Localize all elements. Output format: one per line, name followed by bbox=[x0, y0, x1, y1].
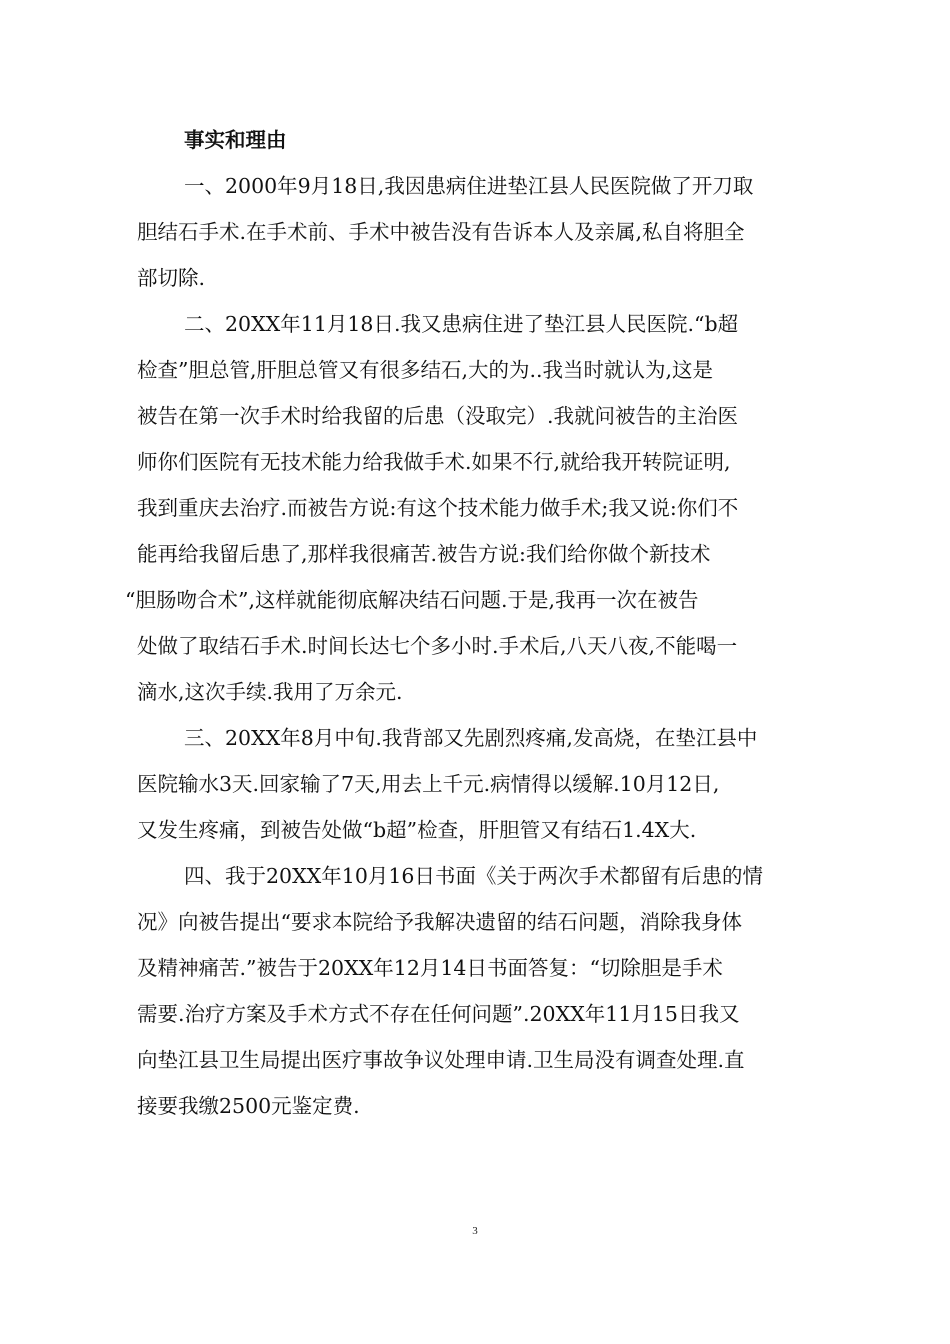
paragraph-line: 一、2000年9月18日,我因患病住进垫江县人民医院做了开刀取 bbox=[184, 174, 754, 198]
paragraph-2 bbox=[125, 301, 817, 715]
paragraph-line: 及精神痛苦.”被告于20XX年12月14日书面答复：“切除胆是手术 bbox=[137, 956, 723, 980]
paragraph-line: 滴水,这次手续.我用了万余元. bbox=[137, 680, 403, 704]
paragraph-line: 三、20XX年8月中旬.我背部又先剧烈疼痛,发高烧，在垫江县中 bbox=[184, 726, 758, 750]
paragraph-line: 我到重庆去治疗.而被告方说:有这个技术能力做手术;我又说:你们不 bbox=[137, 496, 739, 520]
paragraph-line: 能再给我留后患了,那样我很痛苦.被告方说:我们给你做个新技术 bbox=[137, 542, 711, 566]
paragraph-line: 被告在第一次手术时给我留的后患（没取完）.我就问被告的主治医 bbox=[137, 404, 739, 428]
paragraph-line: 医院输水3天.回家输了7天,用去上千元.病情得以缓解.10月12日, bbox=[137, 772, 720, 796]
paragraph-line: 处做了取结石手术.时间长达七个多小时.手术后,八天八夜,不能喝一 bbox=[137, 634, 738, 658]
paragraph-1 bbox=[137, 163, 817, 301]
paragraph-line: 接要我缴2500元鉴定费. bbox=[137, 1094, 360, 1118]
paragraph-line: 需要.治疗方案及手术方式不存在任何问题”.20XX年11月15日我又 bbox=[137, 1002, 740, 1026]
paragraph-line: 况》向被告提出“要求本院给予我解决遗留的结石问题，消除我身体 bbox=[137, 910, 742, 934]
paragraph-line: “胆肠吻合术”,这样就能彻底解决结石问题.于是,我再一次在被告 bbox=[125, 588, 699, 612]
paragraph-line: 又发生疼痛，到被告处做“b超”检查，肝胆管又有结石1.4X大. bbox=[137, 818, 697, 842]
section-heading: 事实和理由 bbox=[184, 128, 287, 152]
paragraph-4 bbox=[137, 853, 817, 1129]
paragraph-line: 师你们医院有无技术能力给我做手术.如果不行,就给我开转院证明, bbox=[137, 450, 731, 474]
document-body bbox=[125, 117, 817, 1129]
paragraph-line: 检查”胆总管,肝胆总管又有很多结石,大的为..我当时就认为,这是 bbox=[137, 358, 714, 382]
paragraph-line: 向垫江县卫生局提出医疗事故争议处理申请.卫生局没有调查处理.直 bbox=[137, 1048, 745, 1072]
paragraph-line: 四、我于20XX年10月16日书面《关于两次手术都留有后患的情 bbox=[184, 864, 763, 888]
paragraph-line: 二、20XX年11月18日.我又患病住进了垫江县人民医院.“b超 bbox=[184, 312, 739, 336]
paragraph-line: 部切除. bbox=[137, 266, 206, 290]
page-number: 3 bbox=[472, 1225, 478, 1237]
paragraph-line: 胆结石手术.在手术前、手术中被告没有告诉本人及亲属,私自将胆全 bbox=[137, 220, 745, 244]
paragraph-3 bbox=[137, 715, 817, 853]
